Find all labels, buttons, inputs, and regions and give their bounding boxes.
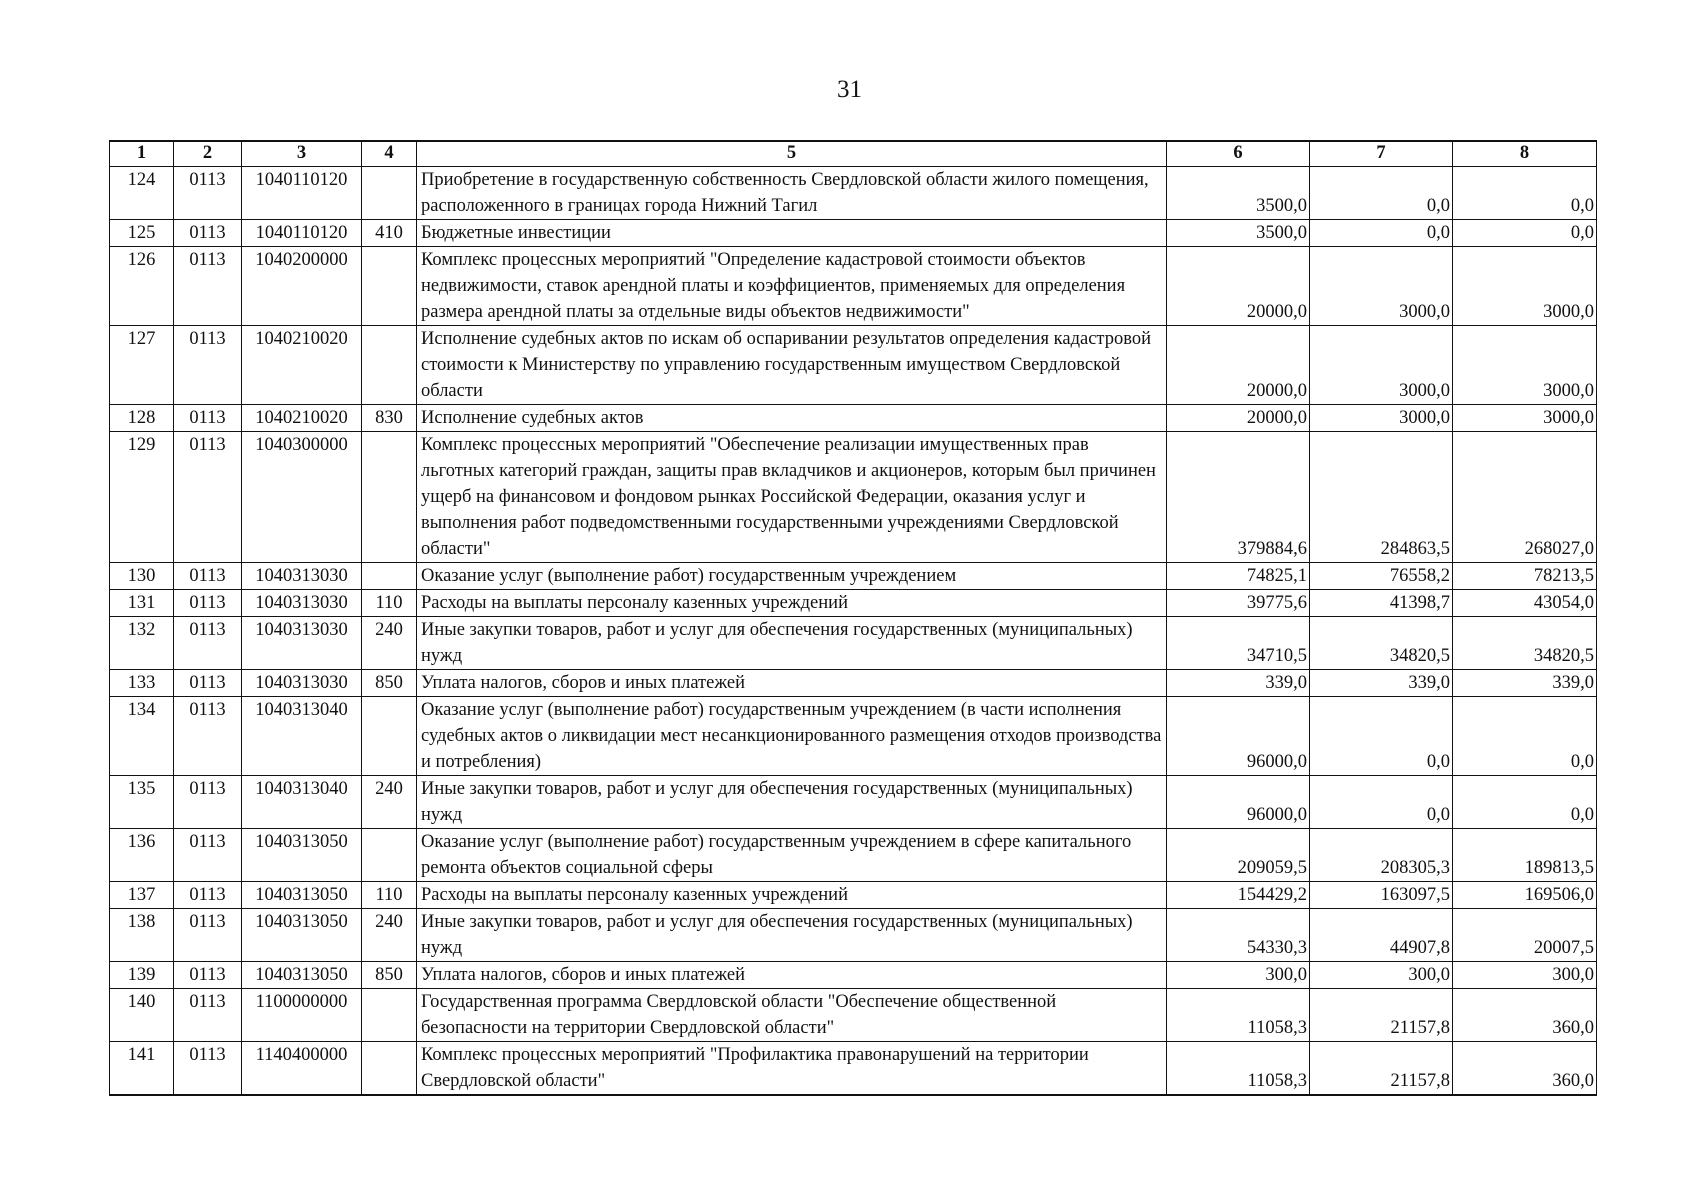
section-code-cell: 0113 <box>174 989 242 1042</box>
target-code-cell: 1040110120 <box>242 167 362 220</box>
table-row <box>110 326 1597 405</box>
description-cell: Комплекс процессных мероприятий "Обеспечение реализации имущественных прав льготных категорий граждан, защиты прав вкладчиков и акционеров, которым был причинен ущерб на финансовом и фондовом рынках Российской Федерации, оказания услуг и выполнения работ подведомственными государственными учреждениями Свердловской области" <box>417 432 1167 563</box>
expense-type-cell: 410 <box>362 220 417 247</box>
row-number-cell: 133 <box>110 670 174 697</box>
target-code-cell: 1040210020 <box>242 405 362 432</box>
amount-col6-cell: 20000,0 <box>1167 247 1310 326</box>
table-row <box>110 697 1597 776</box>
target-code-cell: 1040300000 <box>242 432 362 563</box>
expense-type-cell: 850 <box>362 962 417 989</box>
section-code-cell: 0113 <box>174 776 242 829</box>
section-code-cell: 0113 <box>174 670 242 697</box>
amount-col7-cell: 284863,5 <box>1310 432 1453 563</box>
section-code-cell: 0113 <box>174 220 242 247</box>
amount-col6-cell: 20000,0 <box>1167 405 1310 432</box>
target-code-cell: 1040313030 <box>242 563 362 590</box>
section-code-cell: 0113 <box>174 405 242 432</box>
target-code-cell: 1100000000 <box>242 989 362 1042</box>
amount-col8-cell: 3000,0 <box>1453 326 1597 405</box>
section-code-cell: 0113 <box>174 247 242 326</box>
row-number-cell: 131 <box>110 590 174 617</box>
amount-col7-cell: 76558,2 <box>1310 563 1453 590</box>
expense-type-cell <box>362 989 417 1042</box>
expense-type-cell <box>362 326 417 405</box>
expense-type-cell: 830 <box>362 405 417 432</box>
amount-col7-cell: 300,0 <box>1310 962 1453 989</box>
amount-col7-cell: 339,0 <box>1310 670 1453 697</box>
row-number-cell: 138 <box>110 909 174 962</box>
row-number-cell: 136 <box>110 829 174 882</box>
amount-col6-cell: 379884,6 <box>1167 432 1310 563</box>
table-row <box>110 909 1597 962</box>
row-number-cell: 140 <box>110 989 174 1042</box>
table-row <box>110 617 1597 670</box>
row-number-cell: 127 <box>110 326 174 405</box>
section-code-cell: 0113 <box>174 167 242 220</box>
column-header: 5 <box>417 141 1167 167</box>
expense-type-cell <box>362 167 417 220</box>
amount-col8-cell: 300,0 <box>1453 962 1597 989</box>
column-header: 4 <box>362 141 417 167</box>
amount-col6-cell: 96000,0 <box>1167 697 1310 776</box>
table-row <box>110 882 1597 909</box>
row-number-cell: 139 <box>110 962 174 989</box>
column-header: 3 <box>242 141 362 167</box>
expense-type-cell: 850 <box>362 670 417 697</box>
expense-type-cell <box>362 432 417 563</box>
description-cell: Комплекс процессных мероприятий "Определение кадастровой стоимости объектов недвижимости, ставок арендной платы и коэффициентов, применяемых для определения размера арендной платы за отдельные виды объектов недвижимости" <box>417 247 1167 326</box>
description-cell: Иные закупки товаров, работ и услуг для обеспечения государственных (муниципальных) нужд <box>417 909 1167 962</box>
row-number-cell: 128 <box>110 405 174 432</box>
amount-col6-cell: 11058,3 <box>1167 989 1310 1042</box>
amount-col6-cell: 3500,0 <box>1167 220 1310 247</box>
amount-col8-cell: 3000,0 <box>1453 405 1597 432</box>
target-code-cell: 1040200000 <box>242 247 362 326</box>
table-row <box>110 167 1597 220</box>
amount-col7-cell: 3000,0 <box>1310 247 1453 326</box>
target-code-cell: 1040313040 <box>242 697 362 776</box>
table-body <box>110 167 1597 1096</box>
expense-type-cell <box>362 247 417 326</box>
amount-col8-cell: 0,0 <box>1453 697 1597 776</box>
description-cell: Иные закупки товаров, работ и услуг для обеспечения государственных (муниципальных) нужд <box>417 617 1167 670</box>
table-row <box>110 432 1597 563</box>
table-row <box>110 405 1597 432</box>
amount-col6-cell: 54330,3 <box>1167 909 1310 962</box>
amount-col6-cell: 96000,0 <box>1167 776 1310 829</box>
description-cell: Оказание услуг (выполнение работ) государственным учреждением <box>417 563 1167 590</box>
amount-col7-cell: 163097,5 <box>1310 882 1453 909</box>
column-header: 6 <box>1167 141 1310 167</box>
description-cell: Исполнение судебных актов <box>417 405 1167 432</box>
expense-type-cell: 240 <box>362 776 417 829</box>
table-row <box>110 220 1597 247</box>
target-code-cell: 1040313050 <box>242 962 362 989</box>
amount-col8-cell: 169506,0 <box>1453 882 1597 909</box>
amount-col8-cell: 360,0 <box>1453 1042 1597 1096</box>
column-header: 2 <box>174 141 242 167</box>
row-number-cell: 126 <box>110 247 174 326</box>
amount-col6-cell: 300,0 <box>1167 962 1310 989</box>
amount-col7-cell: 0,0 <box>1310 697 1453 776</box>
table-row <box>110 776 1597 829</box>
section-code-cell: 0113 <box>174 617 242 670</box>
description-cell: Расходы на выплаты персоналу казенных учреждений <box>417 590 1167 617</box>
amount-col8-cell: 78213,5 <box>1453 563 1597 590</box>
description-cell: Уплата налогов, сборов и иных платежей <box>417 670 1167 697</box>
amount-col6-cell: 11058,3 <box>1167 1042 1310 1096</box>
row-number-cell: 135 <box>110 776 174 829</box>
description-cell: Бюджетные инвестиции <box>417 220 1167 247</box>
section-code-cell: 0113 <box>174 962 242 989</box>
target-code-cell: 1040313030 <box>242 670 362 697</box>
description-cell: Оказание услуг (выполнение работ) государственным учреждением (в части исполнения судебных актов о ликвидации мест несанкционированного размещения отходов производства и потребления) <box>417 697 1167 776</box>
amount-col7-cell: 3000,0 <box>1310 326 1453 405</box>
expense-type-cell: 110 <box>362 882 417 909</box>
expense-type-cell <box>362 1042 417 1096</box>
amount-col8-cell: 339,0 <box>1453 670 1597 697</box>
target-code-cell: 1040313050 <box>242 829 362 882</box>
amount-col6-cell: 34710,5 <box>1167 617 1310 670</box>
amount-col8-cell: 34820,5 <box>1453 617 1597 670</box>
section-code-cell: 0113 <box>174 909 242 962</box>
row-number-cell: 132 <box>110 617 174 670</box>
target-code-cell: 1040313050 <box>242 909 362 962</box>
amount-col7-cell: 208305,3 <box>1310 829 1453 882</box>
table-row <box>110 563 1597 590</box>
target-code-cell: 1040313050 <box>242 882 362 909</box>
amount-col6-cell: 39775,6 <box>1167 590 1310 617</box>
row-number-cell: 124 <box>110 167 174 220</box>
expense-type-cell: 240 <box>362 909 417 962</box>
target-code-cell: 1040313030 <box>242 590 362 617</box>
row-number-cell: 129 <box>110 432 174 563</box>
amount-col7-cell: 21157,8 <box>1310 1042 1453 1096</box>
table-row <box>110 590 1597 617</box>
description-cell: Государственная программа Свердловской области "Обеспечение общественной безопасности на территории Свердловской области" <box>417 989 1167 1042</box>
amount-col7-cell: 0,0 <box>1310 776 1453 829</box>
expense-type-cell <box>362 563 417 590</box>
amount-col8-cell: 0,0 <box>1453 167 1597 220</box>
row-number-cell: 141 <box>110 1042 174 1096</box>
expense-type-cell: 110 <box>362 590 417 617</box>
description-cell: Приобретение в государственную собственность Свердловской области жилого помещения, расположенного в границах города Нижний Тагил <box>417 167 1167 220</box>
amount-col8-cell: 3000,0 <box>1453 247 1597 326</box>
target-code-cell: 1140400000 <box>242 1042 362 1096</box>
row-number-cell: 130 <box>110 563 174 590</box>
table-row <box>110 1042 1597 1096</box>
table-row <box>110 962 1597 989</box>
section-code-cell: 0113 <box>174 829 242 882</box>
target-code-cell: 1040210020 <box>242 326 362 405</box>
row-number-cell: 137 <box>110 882 174 909</box>
amount-col7-cell: 0,0 <box>1310 220 1453 247</box>
table-row <box>110 989 1597 1042</box>
section-code-cell: 0113 <box>174 882 242 909</box>
description-cell: Комплекс процессных мероприятий "Профилактика правонарушений на территории Свердловской области" <box>417 1042 1167 1096</box>
target-code-cell: 1040313030 <box>242 617 362 670</box>
description-cell: Оказание услуг (выполнение работ) государственным учреждением в сфере капитального ремонта объектов социальной сферы <box>417 829 1167 882</box>
section-code-cell: 0113 <box>174 326 242 405</box>
page-number: 31 <box>837 76 862 103</box>
amount-col7-cell: 34820,5 <box>1310 617 1453 670</box>
amount-col8-cell: 20007,5 <box>1453 909 1597 962</box>
amount-col7-cell: 0,0 <box>1310 167 1453 220</box>
target-code-cell: 1040313040 <box>242 776 362 829</box>
amount-col8-cell: 0,0 <box>1453 220 1597 247</box>
description-cell: Исполнение судебных актов по искам об оспаривании результатов определения кадастровой стоимости к Министерству по управлению государственным имуществом Свердловской области <box>417 326 1167 405</box>
amount-col6-cell: 74825,1 <box>1167 563 1310 590</box>
amount-col7-cell: 41398,7 <box>1310 590 1453 617</box>
section-code-cell: 0113 <box>174 697 242 776</box>
header-row <box>110 141 1597 167</box>
column-header: 7 <box>1310 141 1453 167</box>
amount-col8-cell: 360,0 <box>1453 989 1597 1042</box>
row-number-cell: 125 <box>110 220 174 247</box>
column-header: 1 <box>110 141 174 167</box>
budget-table <box>109 140 1597 1096</box>
amount-col8-cell: 0,0 <box>1453 776 1597 829</box>
amount-col6-cell: 339,0 <box>1167 670 1310 697</box>
amount-col6-cell: 3500,0 <box>1167 167 1310 220</box>
expense-type-cell: 240 <box>362 617 417 670</box>
description-cell: Уплата налогов, сборов и иных платежей <box>417 962 1167 989</box>
amount-col8-cell: 268027,0 <box>1453 432 1597 563</box>
amount-col7-cell: 21157,8 <box>1310 989 1453 1042</box>
section-code-cell: 0113 <box>174 432 242 563</box>
section-code-cell: 0113 <box>174 1042 242 1096</box>
amount-col7-cell: 3000,0 <box>1310 405 1453 432</box>
column-header: 8 <box>1453 141 1597 167</box>
amount-col6-cell: 154429,2 <box>1167 882 1310 909</box>
expense-type-cell <box>362 829 417 882</box>
amount-col6-cell: 209059,5 <box>1167 829 1310 882</box>
expense-type-cell <box>362 697 417 776</box>
description-cell: Иные закупки товаров, работ и услуг для обеспечения государственных (муниципальных) нужд <box>417 776 1167 829</box>
description-cell: Расходы на выплаты персоналу казенных учреждений <box>417 882 1167 909</box>
amount-col8-cell: 43054,0 <box>1453 590 1597 617</box>
table-row <box>110 829 1597 882</box>
row-number-cell: 134 <box>110 697 174 776</box>
amount-col7-cell: 44907,8 <box>1310 909 1453 962</box>
amount-col6-cell: 20000,0 <box>1167 326 1310 405</box>
section-code-cell: 0113 <box>174 590 242 617</box>
table-row <box>110 670 1597 697</box>
target-code-cell: 1040110120 <box>242 220 362 247</box>
amount-col8-cell: 189813,5 <box>1453 829 1597 882</box>
table-row <box>110 247 1597 326</box>
section-code-cell: 0113 <box>174 563 242 590</box>
